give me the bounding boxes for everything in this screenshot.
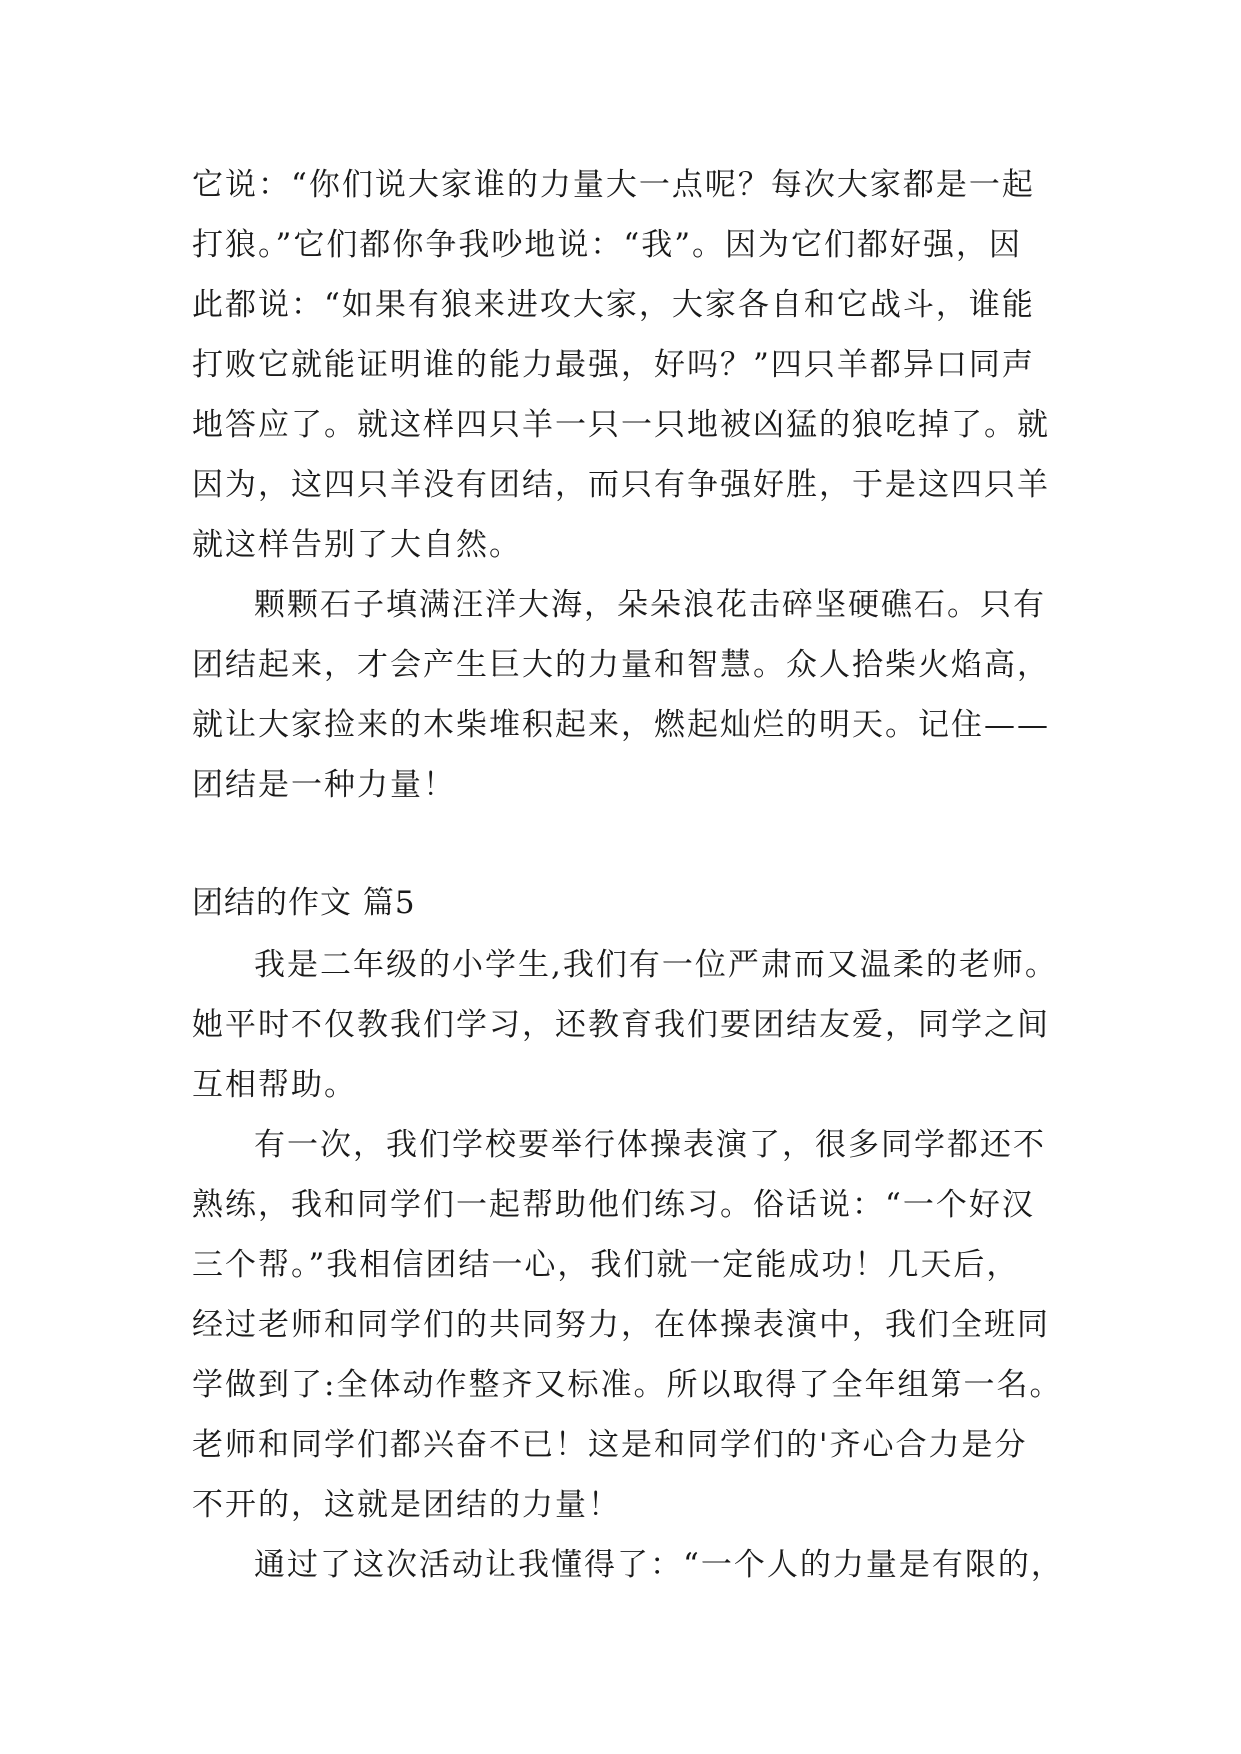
text-line: 熟练，我和同学们一起帮助他们练习。俗话说：“一个好汉 <box>192 1187 1035 1223</box>
text-line: 打败它就能证明谁的能力最强，好吗？”四只羊都异口同声 <box>192 347 1035 383</box>
text-line: 团结起来，才会产生巨大的力量和智慧。众人拾柴火焰高， <box>192 647 1050 683</box>
text-line: 她平时不仅教我们学习，还教育我们要团结友爱，同学之间 <box>192 1007 1050 1043</box>
paragraph-first-line: 有一次，我们学校要举行体操表演了，很多同学都还不 <box>254 1127 1046 1163</box>
text-line: 因为，这四只羊没有团结，而只有争强好胜，于是这四只羊 <box>192 467 1050 503</box>
text-line: 它说：“你们说大家谁的力量大一点呢？每次大家都是一起 <box>192 167 1035 203</box>
text-line: 此都说：“如果有狼来进攻大家，大家各自和它战斗，谁能 <box>192 287 1035 323</box>
paragraph-first-line: 我是二年级的小学生,我们有一位严肃而又温柔的老师。 <box>254 947 1058 983</box>
text-line: 地答应了。就这样四只羊一只一只地被凶猛的狼吃掉了。就 <box>192 407 1050 443</box>
text-line: 就让大家捡来的木柴堆积起来，燃起灿烂的明天。记住—— <box>192 707 1050 743</box>
section-heading: 团结的作文 篇5 <box>192 885 416 921</box>
text-line: 不开的，这就是团结的力量！ <box>192 1487 621 1523</box>
text-line: 打狼。”它们都你争我吵地说：“我”。因为它们都好强，因 <box>192 227 1023 263</box>
text-line: 互相帮助。 <box>192 1067 357 1103</box>
text-line: 学做到了:全体动作整齐又标准。所以取得了全年组第一名。 <box>192 1367 1063 1403</box>
text-line: 经过老师和同学们的共同努力，在体操表演中，我们全班同 <box>192 1307 1050 1343</box>
text-line: 三个帮。”我相信团结一心，我们就一定能成功！几天后， <box>192 1247 1020 1283</box>
paragraph-first-line: 颗颗石子填满汪洋大海，朵朵浪花击碎坚硬礁石。只有 <box>254 587 1046 623</box>
text-line: 团结是一种力量！ <box>192 767 456 803</box>
paragraph-first-line: 通过了这次活动让我懂得了：“一个人的力量是有限的， <box>254 1547 1064 1583</box>
text-line: 就这样告别了大自然。 <box>192 527 522 563</box>
text-line: 老师和同学们都兴奋不已！这是和同学们的'齐心合力是分 <box>192 1427 1028 1463</box>
